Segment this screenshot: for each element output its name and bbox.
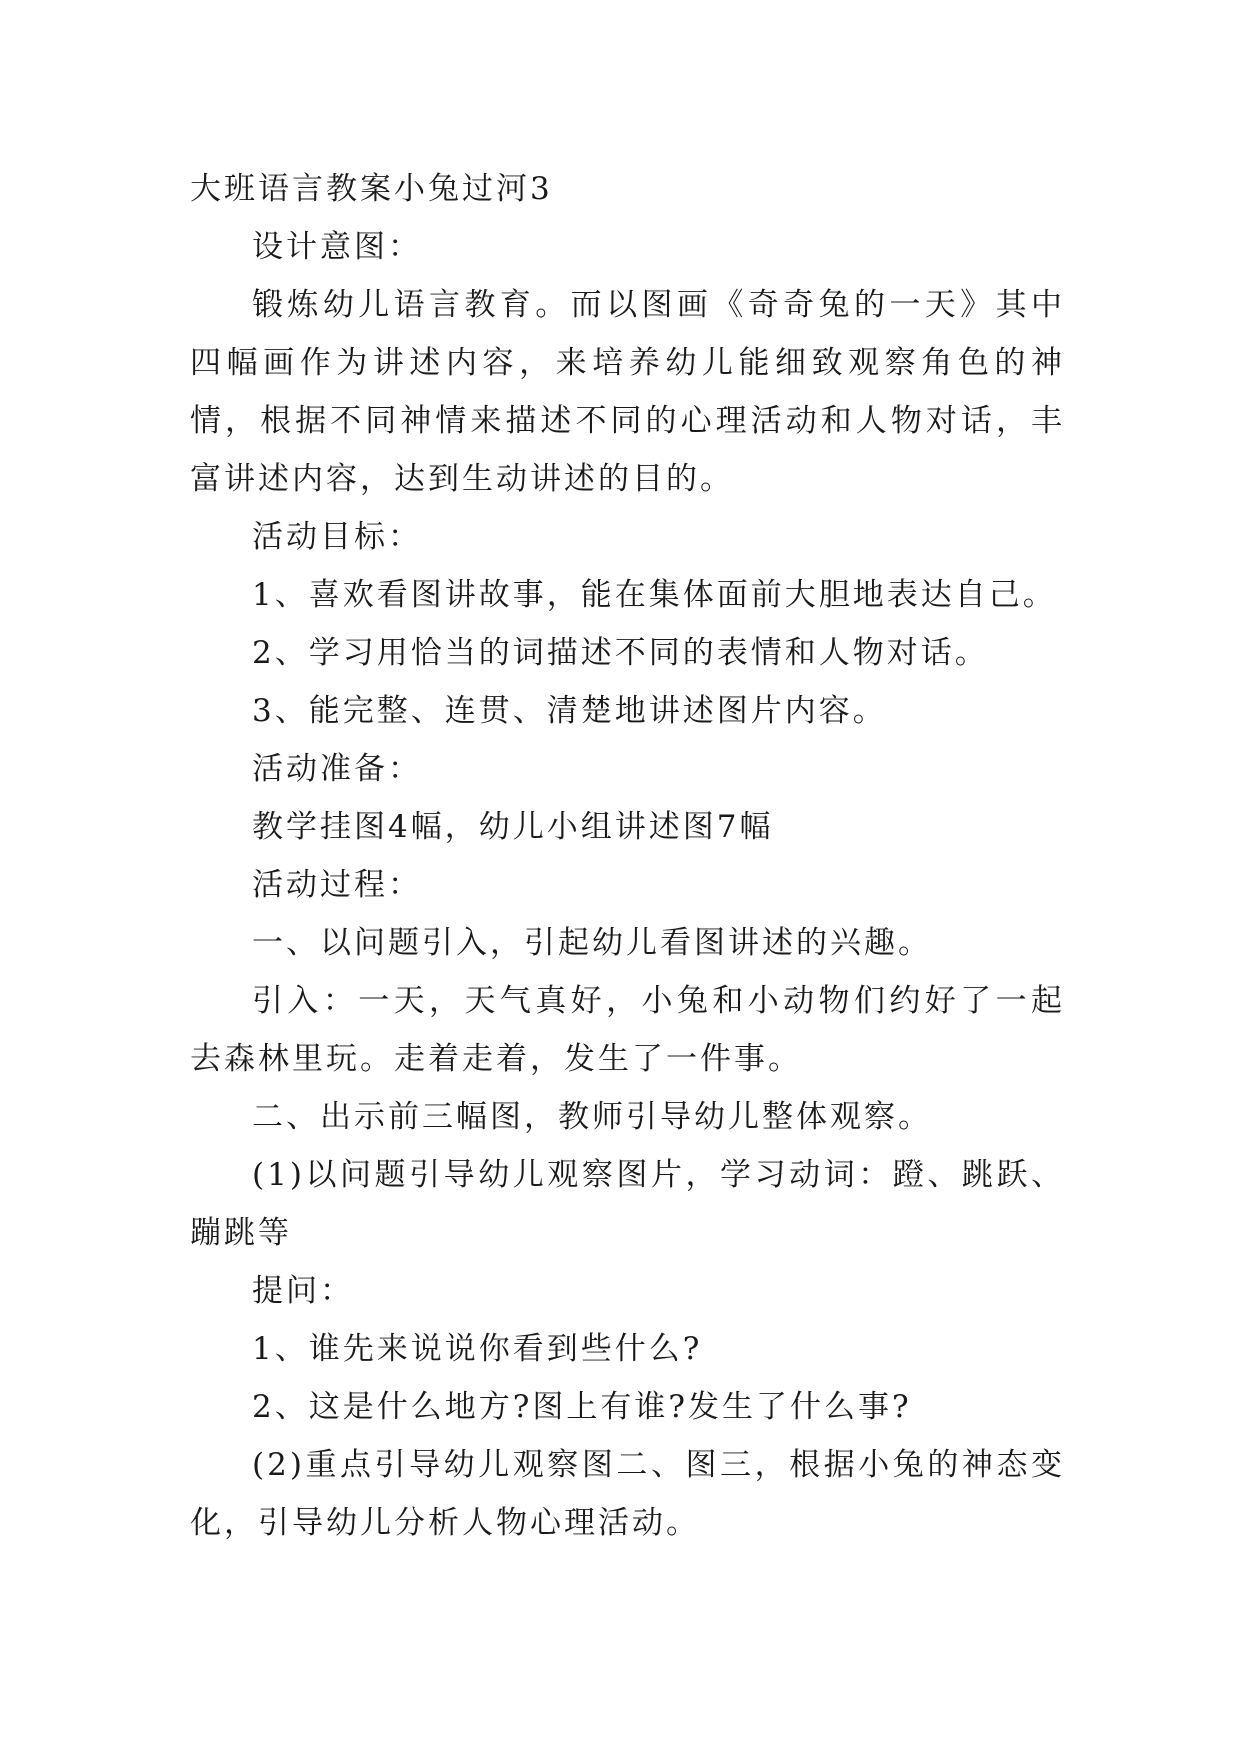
sub-step-2: (2)重点引导幼儿观察图二、图三，根据小兔的神态变化，引导幼儿分析人物心理活动。: [190, 1447, 1065, 1541]
heading-activity-preparation: 活动准备：: [252, 751, 422, 787]
heading-questions: 提问：: [252, 1273, 354, 1309]
heading-activity-goals: 活动目标：: [252, 519, 422, 555]
paragraph-design-intent: 锻炼幼儿语言教育。而以图画《奇奇兔的一天》其中四幅画作为讲述内容，来培养幼儿能细致观察角色的神情，根据不同神情来描述不同的心理活动和人物对话，丰富讲述内容，达到生动讲述的目的。: [190, 287, 1065, 497]
paragraph-preparation: 教学挂图4幅，幼儿小组讲述图7幅: [252, 809, 774, 845]
goal-item-3: 3、能完整、连贯、清楚地讲述图片内容。: [252, 693, 887, 729]
process-step-2: 二、出示前三幅图，教师引导幼儿整体观察。: [252, 1099, 932, 1135]
paragraph-introduction: 引入：一天，天气真好，小兔和小动物们约好了一起去森林里玩。走着走着，发生了一件事。: [190, 983, 1065, 1077]
heading-activity-process: 活动过程：: [252, 867, 422, 903]
process-step-1: 一、以问题引入，引起幼儿看图讲述的兴趣。: [252, 925, 932, 961]
heading-design-intent: 设计意图：: [252, 229, 422, 265]
question-item-2: 2、这是什么地方?图上有谁?发生了什么事?: [252, 1389, 912, 1425]
sub-step-1: (1)以问题引导幼儿观察图片，学习动词：蹬、跳跃、蹦跳等: [190, 1157, 1065, 1251]
goal-item-1: 1、喜欢看图讲故事，能在集体面前大胆地表达自己。: [252, 577, 1057, 613]
document-body: [190, 160, 1065, 1552]
goal-item-2: 2、学习用恰当的词描述不同的表情和人物对话。: [252, 635, 989, 671]
question-item-1: 1、谁先来说说你看到些什么?: [252, 1331, 703, 1367]
document-title: 大班语言教案小兔过河3: [190, 171, 553, 207]
